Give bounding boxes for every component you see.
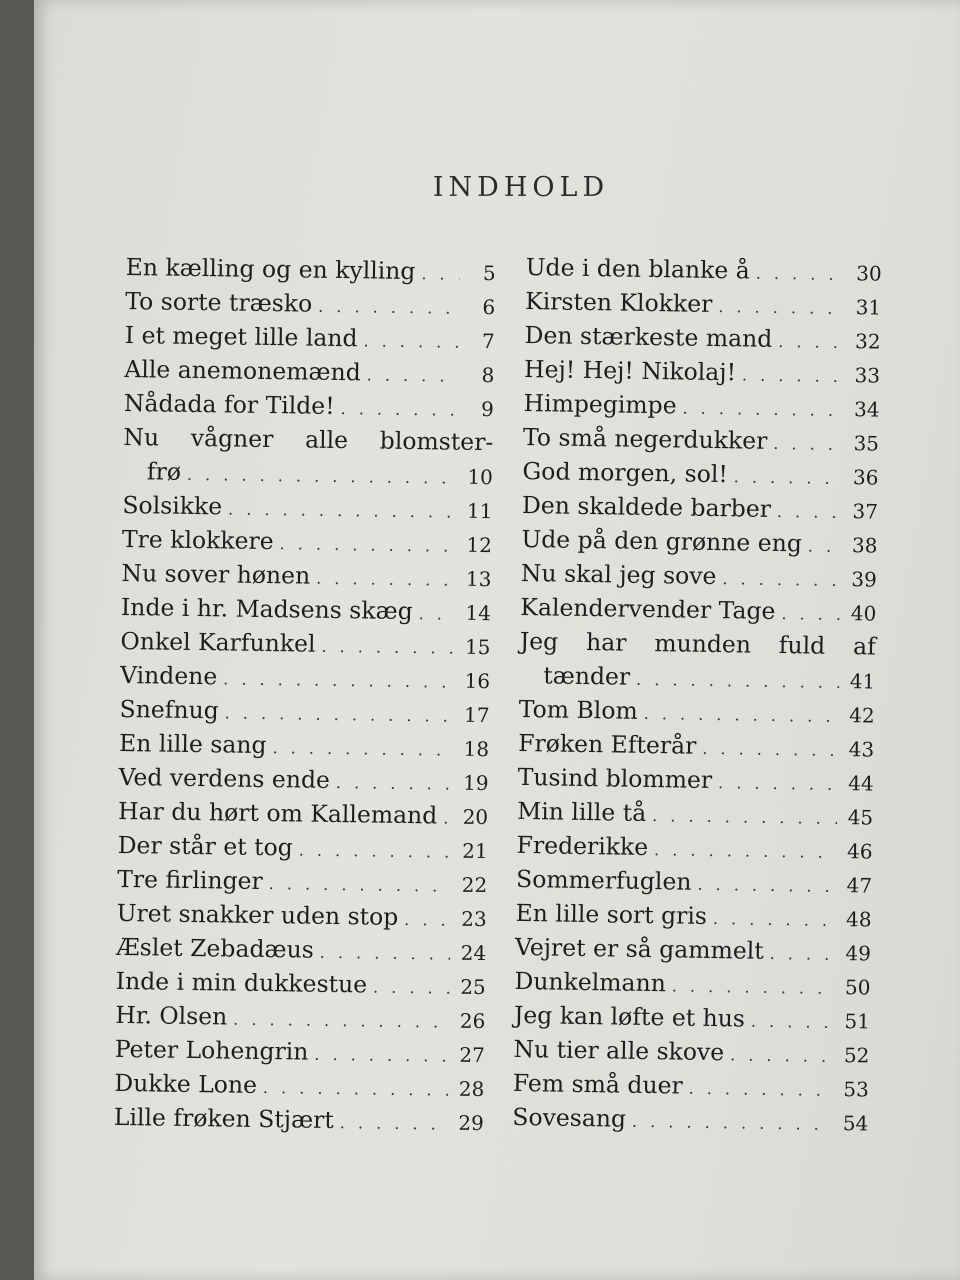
toc-entry-page: 32 [854, 329, 881, 354]
toc-entry-page: 17 [463, 702, 490, 728]
dot-leader [697, 868, 836, 904]
dot-leader [363, 324, 459, 359]
toc-entry-title: Nu skal jeg sove [520, 558, 717, 591]
toc-entry-title: Hej! Hej! Nikolaj! [523, 354, 737, 387]
toc-entry-page: 28 [458, 1076, 485, 1102]
toc-entry-title: Solsikke [122, 490, 223, 521]
toc-entry-title: Sovesang [512, 1102, 627, 1133]
toc-entry [525, 250, 881, 290]
toc-entry-page: 23 [461, 906, 487, 932]
book-page [34, 0, 960, 1280]
toc-entry-title: Peter Lohengrin [114, 1034, 309, 1066]
toc-entry-page: 7 [481, 328, 495, 354]
toc-entry-title-word: Nu [123, 422, 160, 452]
toc-entry-page: 30 [856, 261, 882, 286]
dot-leader [808, 529, 842, 564]
toc-entry-title: God morgen, sol! [522, 456, 729, 489]
toc-entry-title-line1 [123, 420, 493, 459]
toc-entry-page: 11 [466, 498, 493, 524]
dot-leader [314, 1038, 449, 1074]
toc-entry-title-word: Jeg [519, 626, 559, 656]
toc-entry [519, 624, 876, 698]
toc-entry-title: Snefnug [119, 694, 219, 725]
dot-leader [404, 903, 451, 938]
toc-entry-title-word: vågner [190, 423, 274, 454]
toc-entry-page: 6 [482, 294, 496, 320]
dot-leader [773, 427, 843, 462]
toc-entry [126, 250, 496, 289]
toc-entry-page: 40 [850, 601, 877, 626]
toc-entry-page: 24 [460, 940, 487, 966]
dot-leader [367, 358, 459, 393]
toc-entry-title: Tre firlinger [117, 864, 263, 895]
toc-entry [118, 794, 488, 833]
toc-entry-page: 43 [848, 737, 875, 762]
toc-entry-title: En lille sort gris [515, 898, 708, 930]
toc-entry-page: 46 [846, 839, 873, 864]
toc-entry-title-word: munden [654, 629, 752, 659]
toc-entry-title: Frederikke [516, 830, 649, 861]
toc-entry-title: Ved verdens ende [118, 762, 331, 794]
toc-entry-title-line2: tænder [543, 661, 631, 691]
toc-entry-title-word: fuld [778, 631, 826, 660]
toc-entry-page: 48 [845, 907, 872, 932]
toc-entry-page: 34 [853, 397, 880, 422]
dot-leader [321, 630, 454, 666]
toc-entry-page: 12 [466, 532, 493, 558]
toc-entry-title-line2: frø [146, 457, 182, 486]
dot-leader [187, 458, 457, 496]
toc-entry-title: To små negerdukker [522, 422, 768, 455]
toc-entry-page: 21 [462, 838, 488, 864]
toc-entry-title-word: blomster- [379, 426, 494, 457]
toc-right-column [512, 250, 882, 1139]
toc-entry-title: Den skaldede barber [521, 490, 772, 523]
dot-leader [769, 937, 835, 972]
dot-leader [299, 833, 452, 869]
toc-entry-title: Onkel Karfunkel [120, 626, 316, 658]
toc-entry-title: Uret snakker uden stop [116, 898, 399, 931]
toc-entry-title: Ude i den blanke å [525, 252, 751, 285]
toc-entry-page: 53 [843, 1077, 870, 1102]
toc-entry-page: 8 [481, 362, 495, 388]
toc-entry-page: 39 [851, 567, 878, 592]
toc-entry-page: 33 [854, 363, 881, 388]
dot-leader [718, 766, 838, 802]
toc-entry-title: Kirsten Klokker [524, 286, 713, 318]
toc-entry-title: Kalendervender Tage [520, 592, 776, 625]
dot-leader [652, 799, 837, 836]
toc-entry-title: Jeg kan løfte et hus [513, 1000, 746, 1033]
toc-entry-page: 44 [848, 771, 874, 796]
toc-entry-title: Nådada for Tilde! [123, 388, 335, 420]
toc-entry-title: Æslet Zebadæus [116, 932, 314, 964]
dot-leader [778, 325, 845, 360]
toc-entry-page: 10 [467, 464, 494, 490]
toc-entry-page: 20 [462, 804, 489, 830]
toc-entry-title: Tre klokkere [121, 524, 274, 556]
toc-entry-title: Vejret er så gammelt [514, 932, 764, 965]
toc-entry-title: Nu tier alle skove [513, 1034, 725, 1067]
toc-entry-page: 45 [847, 805, 874, 830]
toc-entry-page: 5 [482, 260, 496, 286]
toc-entry-page: 19 [462, 770, 489, 796]
toc-entry-title: En lille sang [118, 728, 267, 760]
toc-entry-title: Fem små duer [512, 1068, 683, 1100]
toc-entry [117, 828, 487, 867]
dot-leader [688, 1072, 833, 1108]
dot-leader [340, 1106, 448, 1142]
dot-leader [781, 597, 840, 632]
toc-entry [123, 420, 494, 493]
dot-leader [636, 663, 840, 700]
toc-entry-title: Tusind blommer [517, 762, 713, 794]
toc-left-column [114, 250, 496, 1139]
toc-entry-page: 54 [842, 1111, 869, 1136]
toc-entry-page: 52 [843, 1043, 870, 1068]
toc-entry-title: Dukke Lone [114, 1068, 258, 1099]
toc-entry-title: Alle anemonemænd [124, 354, 361, 387]
toc-entry-title: Den stærkeste mand [524, 320, 773, 353]
toc-entry-page: 37 [852, 499, 879, 524]
toc-entry-title: Lille frøken Stjært [113, 1102, 335, 1134]
toc-entry-page: 13 [465, 566, 492, 592]
toc-entry-page: 18 [463, 736, 490, 762]
toc-entry-page: 42 [849, 703, 875, 728]
toc-entry-page: 29 [458, 1110, 485, 1136]
dot-leader [418, 597, 455, 632]
toc-entry-title: Tom Blom [518, 694, 638, 725]
toc-entry-page: 49 [845, 941, 872, 966]
toc-entry-page: 25 [460, 974, 486, 1000]
dot-leader [373, 971, 450, 1006]
dot-leader [223, 662, 454, 699]
toc-entry-title: Frøken Efterår [518, 728, 697, 760]
toc-entry-page: 31 [855, 295, 882, 320]
toc-entry-page: 41 [849, 669, 876, 694]
dot-leader [777, 495, 842, 530]
toc-entry-title: Har du hørt om Kallemand [117, 796, 438, 830]
toc-entry-title: Sommerfuglen [515, 864, 692, 896]
toc-entry-title: Nu sover hønen [121, 558, 311, 590]
toc-entry-page: 14 [465, 600, 492, 626]
toc-entry-title: En kælling og en kylling [125, 252, 416, 286]
toc-entry-page: 22 [461, 872, 488, 898]
toc-entry-title-word: alle [304, 425, 349, 455]
toc-entry-page: 9 [480, 396, 494, 422]
toc-entry-title: I et meget lille land [124, 320, 358, 353]
toc-entry-title: Inde i min dukkestue [115, 966, 368, 999]
dot-leader [742, 358, 845, 394]
toc-entry-title: Vindene [119, 660, 218, 691]
toc-entry-page: 35 [853, 431, 880, 456]
dot-leader [702, 732, 838, 768]
dot-leader [421, 257, 460, 292]
toc-entry-title: Hr. Olsen [115, 1000, 228, 1031]
toc-entry-title: Der står et tog [117, 830, 294, 862]
toc-entry-page: 27 [459, 1042, 485, 1068]
dot-leader [632, 1105, 833, 1142]
toc-entry-title-word: har [585, 627, 627, 657]
page-title: INDHOLD [432, 172, 610, 203]
toc-entry-title-line1 [520, 624, 876, 664]
toc-entry-title: Inde i hr. Madsens skæg [120, 592, 413, 626]
dot-leader [443, 801, 452, 835]
toc-entry-page: 26 [459, 1008, 486, 1034]
toc-entry-page: 16 [464, 668, 491, 694]
dot-leader [755, 257, 845, 292]
toc-entry-title: Himpegimpe [523, 388, 677, 420]
dot-leader [730, 1038, 834, 1074]
toc-entry-page: 15 [464, 634, 491, 660]
toc-entry-title: To sorte træsko [125, 286, 313, 318]
toc-entry-page: 36 [852, 465, 879, 490]
toc-entry-page: 51 [844, 1009, 871, 1034]
toc-entry-title: Min lille tå [516, 796, 647, 827]
toc-entry-title: Dunkelmann [514, 966, 667, 998]
toc-entry-page: 50 [844, 975, 871, 1000]
toc-entry-title-word: af [852, 632, 877, 661]
toc-entry-page: 47 [846, 873, 873, 898]
toc-entry-page: 38 [851, 533, 878, 558]
toc-entry-title: Ude på den grønne eng [521, 524, 803, 558]
dot-leader [751, 1005, 834, 1040]
